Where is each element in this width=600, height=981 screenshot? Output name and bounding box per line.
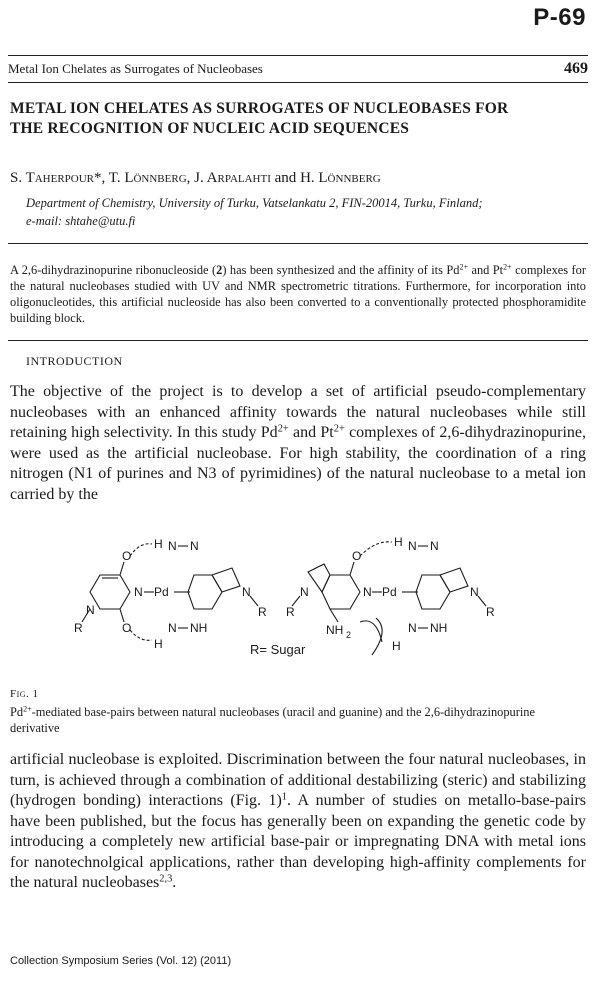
- body-text: artificial nucleobase is exploited. Discrimination between the four natural nucleobases, in turn, is achieved through a combination of additional destabilizing (steric) and stabilizing (hydrogen bonding) interactions (Fig. 1): [10, 751, 586, 809]
- title-line-2: THE RECOGNITION OF NUCLEIC ACID SEQUENCES: [10, 120, 410, 137]
- superscript: 2+: [23, 704, 32, 714]
- author-list: [10, 170, 381, 187]
- superscript: 2+: [459, 262, 469, 272]
- atom-pd: Pd: [154, 585, 169, 599]
- atom-h: H: [394, 535, 403, 549]
- abstract-text: A 2,6-dihydrazinopurine ribonucleoside (: [10, 263, 217, 277]
- purine-ring: [416, 575, 450, 609]
- figure-label: Fig. 1: [10, 688, 39, 700]
- atom-o: O: [352, 549, 362, 563]
- r-bond: [478, 596, 486, 606]
- guanine-imidazole: [308, 564, 330, 592]
- caption-text: -mediated base-pairs between natural nucleobases (uracil and guanine) and the 2,6-dihydrazinopurine derivative: [10, 705, 535, 735]
- atom-n: N: [430, 539, 439, 553]
- affiliation-line-1: Department of Chemistry, University of Turku, Vatselankatu 2, FIN-20014, Turku, Finland;: [26, 196, 483, 210]
- atom-nh: NH: [190, 621, 208, 635]
- imidazole-ring: [212, 568, 240, 592]
- atom-n: N: [134, 585, 143, 599]
- title-line-1: METAL ION CHELATES AS SURROGATES OF NUCLEOBASES FOR: [10, 100, 509, 117]
- atom-n: N: [408, 621, 417, 635]
- hydrogen-bond: [130, 544, 152, 556]
- atom-nh: NH: [430, 621, 448, 635]
- atom-pd: Pd: [382, 585, 397, 599]
- abstract-text: and Pt: [468, 263, 504, 277]
- abstract: [10, 262, 586, 326]
- intro-paragraph: [10, 382, 586, 505]
- atom-nh2: NH: [326, 623, 344, 637]
- steric-clash-arc: [360, 621, 382, 642]
- superscript: 2+: [277, 423, 289, 435]
- poster-id: P-69: [533, 4, 586, 31]
- caption-text: Pd: [10, 705, 24, 719]
- author-conjunction: and: [270, 170, 301, 186]
- running-header: [8, 55, 588, 83]
- atom-n: N: [168, 621, 177, 635]
- atom-h: H: [154, 537, 163, 551]
- section-heading: INTRODUCTION: [26, 354, 123, 368]
- author-3: J. Arpalahti: [194, 170, 271, 186]
- imidazole-ring: [440, 568, 468, 592]
- atom-h: H: [392, 639, 401, 653]
- hydrogen-bond: [130, 630, 152, 640]
- page-number: 469: [564, 60, 588, 77]
- atom-h: H: [154, 637, 163, 651]
- divider: [8, 243, 588, 244]
- uracil-ring: [90, 575, 130, 609]
- atom-n: N: [408, 539, 417, 553]
- uracil-pd-complex: [74, 537, 267, 651]
- atom-n: N: [190, 539, 199, 553]
- affiliation-email: e-mail: shtahe@utu.fi: [26, 214, 136, 228]
- r-bond: [250, 596, 258, 606]
- purine-ring: [188, 575, 222, 609]
- abstract-text: ) has been synthesized and the affinity of its Pd: [222, 263, 460, 277]
- body-text: complexes of 2,6-dihydrazinopurine, were used as the artificial nucleobase. For high stability, the coordination of a ring nitrogen (N1 of purines and N3 of pyrimidines) of the natural nucleobase to a metal ion carried by the: [10, 424, 587, 503]
- r-sugar-label: R= Sugar: [250, 642, 306, 657]
- compound-number: 2: [216, 263, 223, 277]
- atom-r: R: [258, 605, 267, 619]
- body-text: The objective of the project is to develop a set of artificial pseudo-complementary nucleobases with an enhanced affinity towards the natural nucleobases while still retaining high selectivity. In this study Pd: [10, 383, 586, 441]
- divider: [8, 340, 588, 341]
- affiliation: [26, 194, 580, 230]
- amine-bond: [330, 609, 338, 622]
- subscript-2: 2: [346, 630, 352, 640]
- atom-n: N: [470, 585, 479, 599]
- author-2: T. Lönnberg: [108, 170, 187, 186]
- superscript: 2+: [333, 423, 345, 435]
- atom-n: N: [86, 603, 95, 617]
- atom-n: N: [363, 585, 372, 599]
- citation-superscript: 2,3: [159, 873, 173, 885]
- atom-r: R: [74, 621, 83, 635]
- author-separator: ,: [186, 170, 195, 186]
- carbonyl-bond: [120, 562, 124, 575]
- guanine-pd-complex: [286, 535, 495, 655]
- carbonyl-bond: [350, 562, 354, 575]
- atom-o: O: [122, 549, 132, 563]
- body-text: . A number of studies on metallo-base-pairs have been published, but the focus has generally been on expanding the genetic code by introducing a completely new artificial base-pair or impregnating DNA with metal ions for nanotechnolgical applications, rather than developing high-affinity complements for the natural nucleobases: [10, 792, 587, 891]
- footer: Collection Symposium Series (Vol. 12) (2011): [10, 955, 232, 967]
- figure-base-pairs: [60, 530, 540, 665]
- atom-o: O: [122, 621, 132, 635]
- body-text: .: [172, 874, 177, 891]
- abstract-text: complexes for the natural nucleobases studied with UV and NMR spectrometric titrations. Furthermore, for incorporation into oligonucleotides, this artificial nucleoside has also been converted to a conventionally protected phosphoramidite building block.: [10, 263, 587, 325]
- atom-n: N: [300, 585, 309, 599]
- atom-r: R: [286, 605, 295, 619]
- running-title: Metal Ion Chelates as Surrogates of Nucleobases: [8, 61, 263, 76]
- paper-title: [10, 99, 588, 139]
- atom-n: N: [242, 585, 251, 599]
- atom-n: N: [168, 539, 177, 553]
- citation-superscript: 1: [281, 791, 287, 803]
- body-text: and Pt: [288, 424, 334, 441]
- hydrogen-bond: [360, 542, 392, 556]
- author-4: H. Lönnberg: [300, 170, 381, 186]
- superscript: 2+: [503, 262, 512, 272]
- atom-r: R: [486, 605, 495, 619]
- intro-paragraph-continued: [10, 750, 586, 894]
- author-separator: ,: [101, 170, 109, 186]
- figure-caption: [10, 704, 586, 736]
- author-1: S. Taherpour*: [10, 170, 102, 186]
